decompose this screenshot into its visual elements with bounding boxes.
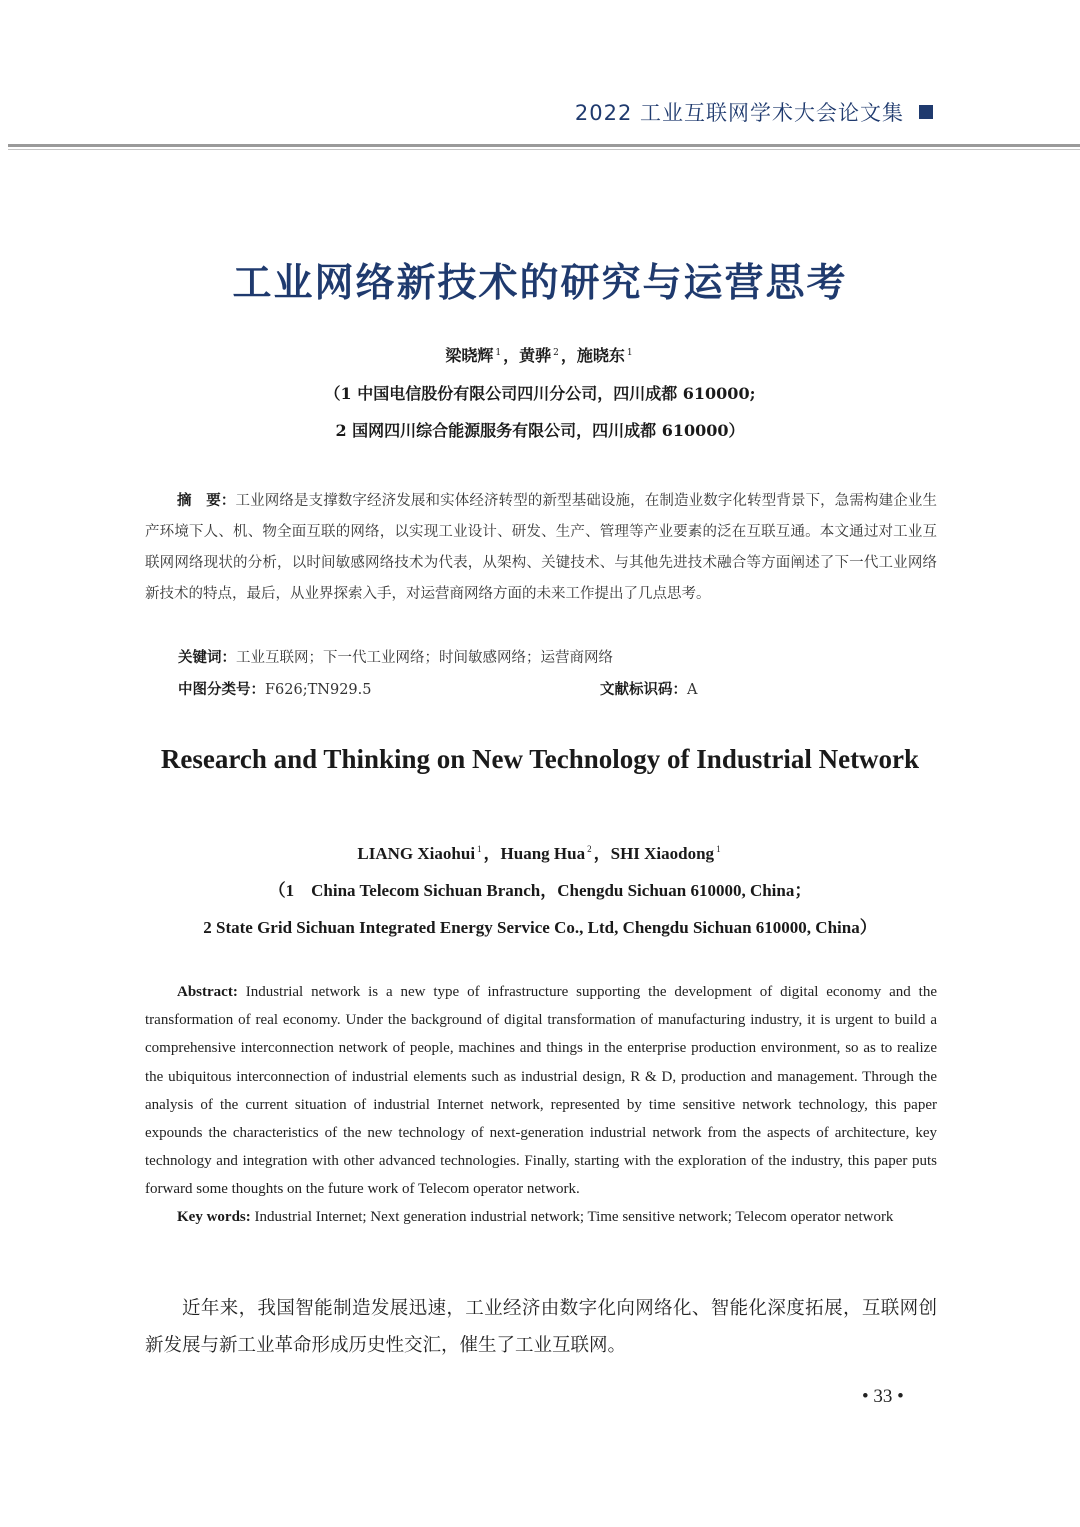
abstract-en-text: Industrial network is a new type of infrastructure supporting the development of digital economy and the transformation of real economy. Under the background of digital transformation of manufacturing industry, it is urgent to build a comprehensive interconnection network of people, machines and things in the enterprise production environment, so as to realize the ubiquitous interconnection of industrial elements such as industrial design, R & D, production and management. Through the analysis of the current situation of industrial Internet network, represented by time sensitive network technology, this paper expounds the characteristics of the new technology of next-generation industrial network from the aspects of architecture, key technology and integration with other advanced technologies. Finally, starting with the exploration of the industry, this paper puts forward some thoughts on the future work of Telecom operator network.: [145, 984, 937, 1198]
author-separator: ，: [483, 844, 501, 863]
header-square-icon: [919, 105, 933, 119]
authors-en: [0, 839, 1080, 864]
abstract-cn: [145, 485, 937, 610]
author-name: SHI Xiaodong: [610, 844, 715, 863]
classification-value: F626;TN929.5: [265, 682, 372, 698]
paper-title-cn: 工业网络新技术的研究与运营思考: [232, 261, 848, 306]
author-affil-sup: 1: [495, 347, 502, 358]
page-number: • 33 •: [862, 1386, 904, 1407]
abstract-cn-text: 工业网络是支撑数字经济发展和实体经济转型的新型基础设施，在制造业数字化转型背景下，急需构建企业生产环境下人、机、物全面互联的网络，以实现工业设计、研发、生产、管理等产业要素的泛在互联互通。本文通过对工业互联网网络现状的分析，以时间敏感网络技术为代表，从架构、关键技术、与其他先进技术融合等方面阐述了下一代工业网络新技术的特点，最后，从业界探索入手，对运营商网络方面的未来工作提出了几点思考。: [145, 493, 938, 602]
keywords-cn-label: 关键词：: [178, 649, 236, 666]
affiliation-cn-1: （1 中国电信股份有限公司四川分公司，四川成都 610000;: [324, 384, 756, 403]
keywords-cn-text: 工业互联网；下一代工业网络；时间敏感网络；运营商网络: [236, 650, 613, 666]
abstract-cn-label: 摘 要：: [177, 492, 236, 509]
author-affil-sup: 1: [716, 844, 721, 855]
author-affil-sup: 1: [477, 844, 482, 855]
classification-label: 中图分类号：: [178, 681, 265, 698]
author-name: Huang Hua: [500, 844, 586, 863]
keywords-cn: [178, 646, 613, 667]
keywords-en: [145, 1203, 937, 1231]
abstract-en: [145, 978, 937, 1204]
doc-code-row: [600, 678, 697, 699]
affiliation-en-1: （1 China Telecom Sichuan Branch，Chengdu Sichuan 610000, China；: [268, 881, 812, 900]
author-affil-sup: 1: [626, 347, 633, 358]
author-name: 施晓东: [576, 346, 625, 365]
author-separator: ，: [560, 346, 577, 365]
header-divider: [8, 144, 1080, 147]
author-affil-sup: 2: [587, 844, 592, 855]
journal-header: 2022 工业互联网学术大会论文集: [574, 101, 904, 125]
affiliation-cn-2: 2 国网四川综合能源服务有限公司，四川成都 610000）: [335, 421, 745, 440]
authors-cn: [0, 343, 1080, 366]
header-divider-thin: [8, 149, 1080, 150]
affiliation-en-2: 2 State Grid Sichuan Integrated Energy Service Co., Ltd, Chengdu Sichuan 610000, China）: [203, 918, 877, 937]
keywords-en-text: Industrial Internet; Next generation industrial network; Time sensitive network; Telecom operator network: [250, 1209, 894, 1225]
doc-code-label: 文献标识码：: [600, 681, 687, 698]
author-separator: ，: [593, 844, 611, 863]
author-name: LIANG Xiaohui: [357, 844, 476, 863]
abstract-en-label: Abstract:: [177, 984, 238, 1000]
classification-row: [178, 678, 372, 699]
doc-code-value: A: [687, 682, 698, 698]
keywords-en-label: Key words:: [177, 1209, 251, 1225]
author-affil-sup: 2: [553, 347, 559, 358]
author-separator: ，: [503, 346, 520, 365]
author-name: 黄骅: [519, 346, 552, 365]
paper-title-en: Research and Thinking on New Technology of Industrial Network: [160, 744, 920, 774]
body-paragraph: 近年来，我国智能制造发展迅速，工业经济由数字化向网络化、智能化深度拓展，互联网创新发展与新工业革命形成历史性交汇，催生了工业互联网。: [145, 1298, 937, 1356]
author-name: 梁晓辉: [445, 346, 494, 365]
